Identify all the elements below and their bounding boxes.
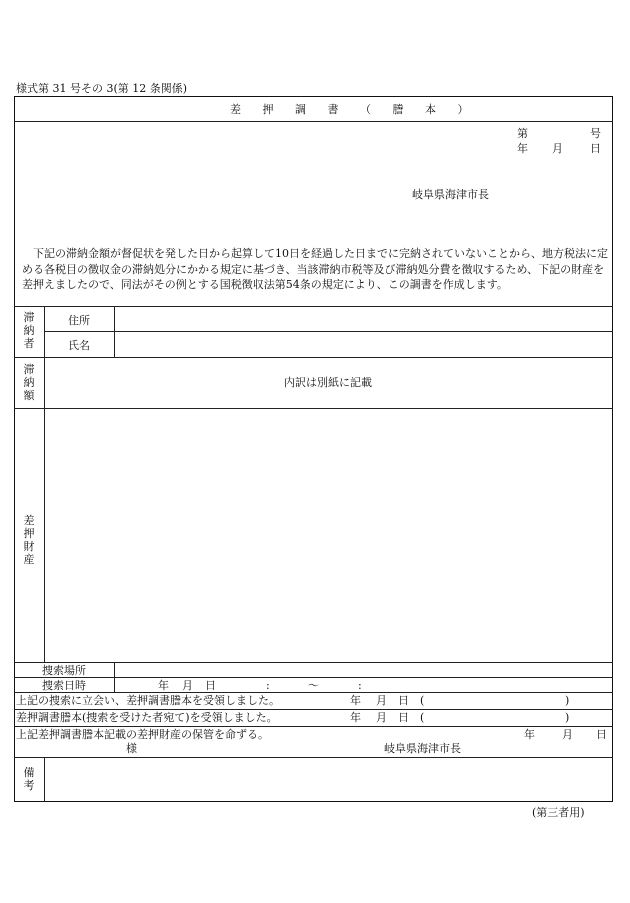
search-tilde: ～ xyxy=(308,679,319,692)
address-divider xyxy=(44,331,613,332)
receipt1-paren-open: ( xyxy=(420,694,425,707)
receipt1-year: 年 xyxy=(350,694,361,707)
remarks-field[interactable] xyxy=(46,759,610,800)
amount-divider-top xyxy=(14,357,613,358)
receipt2-paren-close: ) xyxy=(565,711,570,724)
receipt1-month: 月 xyxy=(376,694,387,707)
receipt1-divider xyxy=(14,692,613,693)
search-month: 月 xyxy=(182,679,193,692)
search-colon-2: : xyxy=(358,679,362,692)
issuer-name: 岐阜県海津市長 xyxy=(412,188,489,201)
custody-honorific: 様 xyxy=(126,742,137,755)
custody-month: 月 xyxy=(562,728,573,741)
delinquent-label: 滞納者 xyxy=(23,311,35,350)
receipt1-paren-close: ) xyxy=(565,694,570,707)
document-title: 差 押 調 書 （ 謄 本 ） xyxy=(230,103,478,116)
search-year: 年 xyxy=(158,679,169,692)
receipt2-text: 差押調書謄本(捜索を受けた者宛て)を受領しました。 xyxy=(16,711,278,724)
receipt1-text: 上記の捜索に立会い、差押調書謄本を受領しました。 xyxy=(16,694,280,707)
receipt2-year: 年 xyxy=(350,711,361,724)
doc-no-prefix: 第 xyxy=(517,127,528,140)
search-colon-1: : xyxy=(266,679,270,692)
amount-value: 内訳は別紙に記載 xyxy=(284,376,372,389)
statement-paragraph: 下記の滞納金額が督促状を発した日から起算して10日を経過した日までに完納されていないことから、地方税法に定める各税目の徴収金の滞納処分にかかる規定に基づき、当該滞納市税等及び滞納処分費を徴収するため、下記の財産を差押えましたので、同法がその例とする国税徴収法第54条の規定により、この調書を作成します。 xyxy=(22,247,608,291)
custody-year: 年 xyxy=(524,728,535,741)
footer-note: (第三者用) xyxy=(532,806,585,819)
name-field[interactable] xyxy=(116,333,610,355)
remarks-label: 備考 xyxy=(23,766,35,792)
custody-day: 日 xyxy=(596,728,607,741)
property-divider-top xyxy=(14,408,613,409)
search-place-label: 捜索場所 xyxy=(42,664,86,677)
search-place-field[interactable] xyxy=(116,663,610,676)
receipt2-day: 日 xyxy=(398,711,409,724)
label-column-line xyxy=(44,306,45,662)
property-area[interactable] xyxy=(46,410,610,660)
date-month: 月 xyxy=(552,142,563,155)
name-label: 氏名 xyxy=(68,339,90,352)
remarks-column-line xyxy=(44,757,45,802)
custody-text: 上記差押調書謄本記載の差押財産の保管を命ずる。 xyxy=(16,728,269,741)
receipt2-paren-open: ( xyxy=(420,711,425,724)
receipt2-month: 月 xyxy=(376,711,387,724)
amount-label: 滞納額 xyxy=(23,363,35,402)
address-label: 住所 xyxy=(68,314,90,327)
remarks-divider xyxy=(14,757,613,758)
custody-divider xyxy=(14,726,613,727)
address-field[interactable] xyxy=(116,308,610,330)
form-number: 様式第 31 号その 3(第 12 条関係) xyxy=(16,82,188,95)
search-row-divider xyxy=(14,677,613,678)
custody-issuer: 岐阜県海津市長 xyxy=(384,742,461,755)
doc-no-suffix: 号 xyxy=(590,127,601,140)
property-label: 差押財産 xyxy=(23,514,35,566)
receipt2-divider xyxy=(14,709,613,710)
section-divider xyxy=(14,306,613,307)
title-divider xyxy=(14,121,613,122)
date-year: 年 xyxy=(517,142,528,155)
receipt1-day: 日 xyxy=(398,694,409,707)
search-datetime-label: 捜索日時 xyxy=(42,679,86,692)
date-day: 日 xyxy=(590,142,601,155)
search-day: 日 xyxy=(205,679,216,692)
